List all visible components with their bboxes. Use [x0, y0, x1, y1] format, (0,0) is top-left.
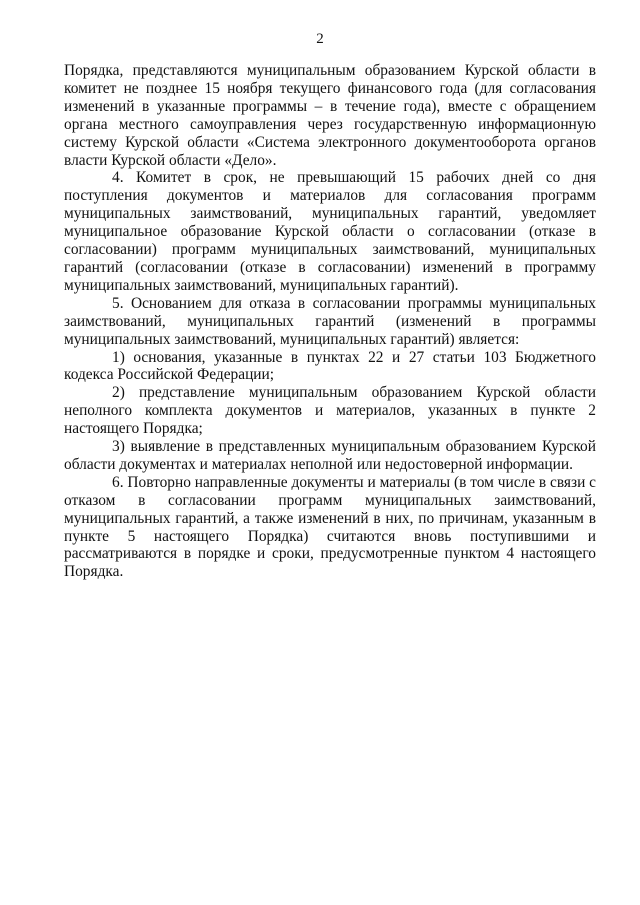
- paragraph-subitem-2: 2) представление муниципальным образованием Курской области неполного комплекта документов и материалов, указанных в пункте 2 настоящего Порядка;: [64, 384, 596, 438]
- page-number: 2: [316, 31, 324, 47]
- paragraph-subitem-1: 1) основания, указанные в пунктах 22 и 27 статьи 103 Бюджетного кодекса Российской Федерации;: [64, 348, 596, 384]
- paragraph-item-6: 6. Повторно направленные документы и материалы (в том числе в связи с отказом в согласовании программ муниципальных заимствований, муниципальных гарантий, а также изменений в них, по причинам, указанным в пункте 5 настоящего Порядка) считаются вновь поступившими и рассматриваются в порядке и сроки, предусмотренные пунктом 4 настоящего Порядка.: [64, 473, 596, 581]
- paragraph-continuation: Порядка, представляются муниципальным образованием Курской области в комитет не позднее 15 ноября текущего финансового года (для согласования изменений в указанные программы – в течение года), вместе с обращением органа местного самоуправления через государственную информационную систему Курской области «Система электронного документооборота органов власти Курской области «Дело».: [64, 62, 596, 169]
- paragraph-item-4: 4. Комитет в срок, не превышающий 15 рабочих дней со дня поступления документов и материалов для согласования программ муниципальных заимствований, муниципальных гарантий, уведомляет муниципальное образование Курской области о согласовании (отказе в согласовании) программ муниципальных заимствований, муниципальных гарантий (согласовании (отказе в согласовании) изменений в программу муниципальных заимствований, муниципальных гарантий).: [64, 169, 596, 294]
- paragraph-item-5: 5. Основанием для отказа в согласовании программы муниципальных заимствований, муниципальных гарантий (изменений в программы муниципальных заимствований, муниципальных гарантий) является:: [64, 294, 596, 348]
- document-body: [64, 62, 596, 581]
- paragraph-subitem-3: 3) выявление в представленных муниципальным образованием Курской области документах и материалах неполной или недостоверной информации.: [64, 438, 596, 473]
